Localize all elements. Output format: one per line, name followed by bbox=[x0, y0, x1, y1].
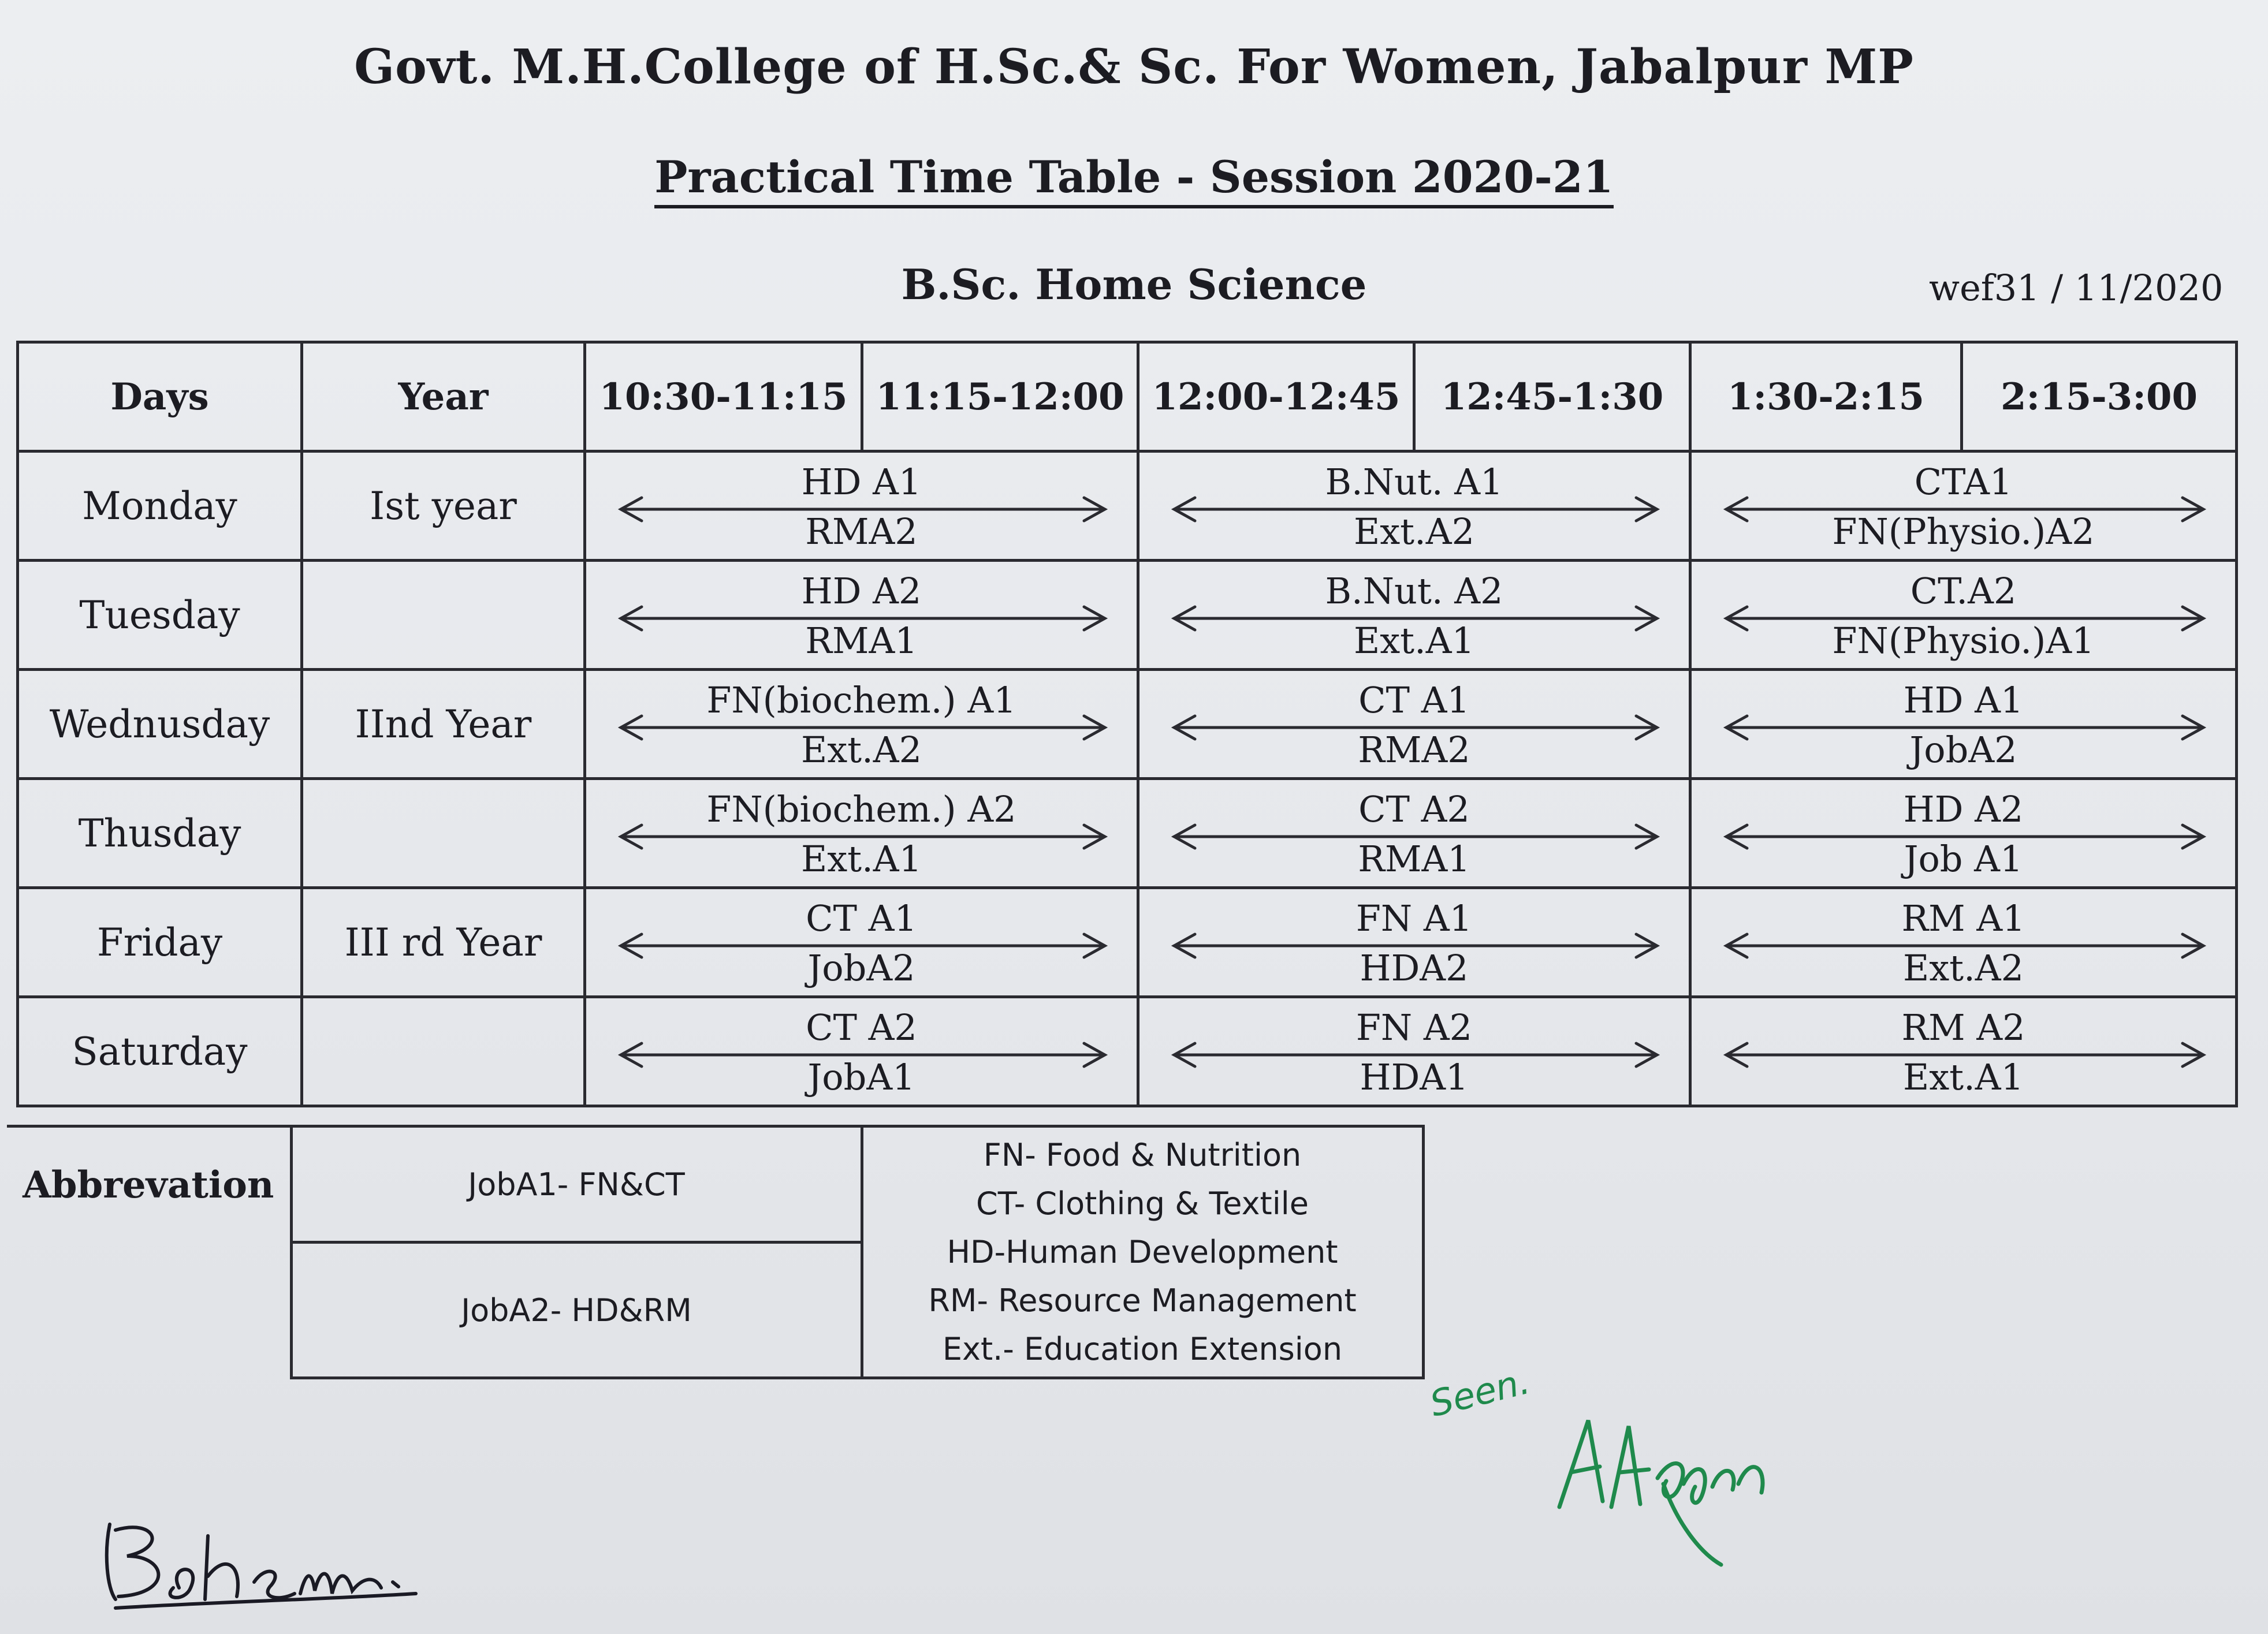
period-block bbox=[585, 670, 1138, 779]
day-cell: Tuesday bbox=[18, 561, 302, 670]
period-block bbox=[1138, 779, 1690, 888]
period-group-bottom: Ext.A2 bbox=[800, 729, 922, 771]
period-block bbox=[585, 779, 1138, 888]
day-cell: Wednusday bbox=[18, 670, 302, 779]
period-block bbox=[1138, 997, 1690, 1106]
day-cell: Saturday bbox=[18, 997, 302, 1106]
day-cell: Thusday bbox=[18, 779, 302, 888]
year-cell: Ist year bbox=[302, 452, 585, 561]
period-group-top: CT.A2 bbox=[1910, 570, 2017, 612]
period-group-bottom: JobA1 bbox=[807, 1056, 915, 1098]
period-block bbox=[1138, 561, 1690, 670]
period-group-top: CT A2 bbox=[1358, 788, 1470, 830]
header-slot-4: 12:45-1:30 bbox=[1414, 342, 1690, 452]
table-row bbox=[18, 997, 2237, 1106]
period-group-top: CT A1 bbox=[806, 897, 917, 939]
table-row bbox=[18, 452, 2237, 561]
header-slot-5: 1:30-2:15 bbox=[1690, 342, 1962, 452]
effective-date: wef31 / 11/2020 bbox=[1929, 267, 2224, 309]
abbreviation-list bbox=[862, 1126, 1423, 1378]
period-block bbox=[585, 452, 1138, 561]
period-group-top: FN(biochem.) A2 bbox=[706, 788, 1016, 830]
timetable bbox=[16, 341, 2238, 1107]
year-cell: III rd Year bbox=[302, 888, 585, 997]
table-row bbox=[18, 888, 2237, 997]
header-slot-3: 12:00-12:45 bbox=[1138, 342, 1414, 452]
period-block bbox=[585, 997, 1138, 1106]
period-group-top: RM A2 bbox=[1901, 1006, 2025, 1049]
period-group-top: HD A2 bbox=[801, 570, 922, 612]
period-block bbox=[1138, 452, 1690, 561]
period-group-top: RM A1 bbox=[1901, 897, 2025, 939]
period-group-bottom: RMA2 bbox=[1358, 729, 1470, 771]
period-block bbox=[1690, 452, 2237, 561]
period-group-top: CT A1 bbox=[1358, 679, 1470, 721]
period-block bbox=[1138, 670, 1690, 779]
period-group-top: CT A2 bbox=[806, 1006, 917, 1049]
header-year: Year bbox=[302, 342, 585, 452]
period-group-top: HD A2 bbox=[1903, 788, 2024, 830]
abbreviation-table bbox=[7, 1125, 1425, 1379]
table-row bbox=[18, 670, 2237, 779]
abbreviation-job-a2: JobA2- HD&RM bbox=[291, 1243, 862, 1378]
table-row bbox=[18, 779, 2237, 888]
period-block bbox=[1690, 888, 2237, 997]
title-text: Practical Time Table - Session 2020-21 bbox=[654, 151, 1613, 208]
period-block bbox=[1690, 561, 2237, 670]
year-cell: IInd Year bbox=[302, 670, 585, 779]
period-group-top: CTA1 bbox=[1914, 461, 2013, 503]
period-block bbox=[1690, 779, 2237, 888]
year-cell bbox=[302, 561, 585, 670]
table-row bbox=[18, 561, 2237, 670]
period-block bbox=[585, 888, 1138, 997]
abbreviation-ct: CT- Clothing & Textile bbox=[976, 1185, 1309, 1222]
seen-note: Seen. bbox=[1425, 1359, 1534, 1426]
period-block bbox=[1690, 670, 2237, 779]
year-cell bbox=[302, 997, 585, 1106]
period-group-bottom: JobA2 bbox=[807, 947, 915, 989]
abbreviation-spacer bbox=[7, 1243, 291, 1378]
day-cell: Monday bbox=[18, 452, 302, 561]
course-name: B.Sc. Home Science bbox=[901, 260, 1367, 309]
period-group-bottom: Ext.A2 bbox=[1353, 510, 1475, 553]
day-cell: Friday bbox=[18, 888, 302, 997]
period-group-bottom: Job A1 bbox=[1904, 838, 2023, 880]
period-block bbox=[1690, 997, 2237, 1106]
signature-right bbox=[1548, 1386, 1779, 1570]
header-row bbox=[18, 342, 2237, 452]
header-slot-6: 2:15-3:00 bbox=[1962, 342, 2237, 452]
signature-left bbox=[92, 1501, 439, 1617]
period-group-bottom: Ext.A1 bbox=[800, 838, 922, 880]
period-group-bottom: JobA2 bbox=[1909, 729, 2017, 771]
period-block bbox=[1138, 888, 1690, 997]
header-slot-1: 10:30-11:15 bbox=[585, 342, 862, 452]
period-group-top: FN A2 bbox=[1355, 1006, 1473, 1049]
period-group-bottom: Ext.A1 bbox=[1902, 1056, 2024, 1098]
period-group-top: B.Nut. A2 bbox=[1325, 570, 1503, 612]
abbreviation-label: Abbrevation bbox=[7, 1126, 291, 1243]
abbreviation-hd: HD-Human Development bbox=[947, 1233, 1338, 1270]
period-group-bottom: HDA1 bbox=[1360, 1056, 1469, 1098]
period-group-bottom: HDA2 bbox=[1360, 947, 1469, 989]
document-title bbox=[0, 151, 2268, 203]
header-days: Days bbox=[18, 342, 302, 452]
period-group-top: HD A1 bbox=[1903, 679, 2024, 721]
year-cell bbox=[302, 779, 585, 888]
header-slot-2: 11:15-12:00 bbox=[862, 342, 1138, 452]
college-name: Govt. M.H.College of H.Sc.& Sc. For Women, Jabalpur MP bbox=[354, 39, 1914, 95]
abbreviation-rm: RM- Resource Management bbox=[928, 1282, 1357, 1319]
period-block bbox=[585, 561, 1138, 670]
abbreviation-fn: FN- Food & Nutrition bbox=[983, 1136, 1302, 1173]
period-group-bottom: FN(Physio.)A1 bbox=[1832, 620, 2095, 662]
period-group-bottom: FN(Physio.)A2 bbox=[1832, 510, 2095, 553]
period-group-bottom: RMA2 bbox=[805, 510, 918, 553]
period-group-bottom: Ext.A1 bbox=[1353, 620, 1475, 662]
abbreviation-ext: Ext.- Education Extension bbox=[942, 1330, 1343, 1367]
period-group-top: FN(biochem.) A1 bbox=[706, 679, 1016, 721]
period-group-top: HD A1 bbox=[801, 461, 922, 503]
period-group-top: B.Nut. A1 bbox=[1325, 461, 1503, 503]
period-group-bottom: RMA1 bbox=[1358, 838, 1470, 880]
timetable-body bbox=[18, 452, 2237, 1106]
period-group-bottom: RMA1 bbox=[805, 620, 918, 662]
period-group-bottom: Ext.A2 bbox=[1902, 947, 2024, 989]
abbreviation-job-a1: JobA1- FN&CT bbox=[291, 1126, 862, 1243]
period-group-top: FN A1 bbox=[1355, 897, 1473, 939]
